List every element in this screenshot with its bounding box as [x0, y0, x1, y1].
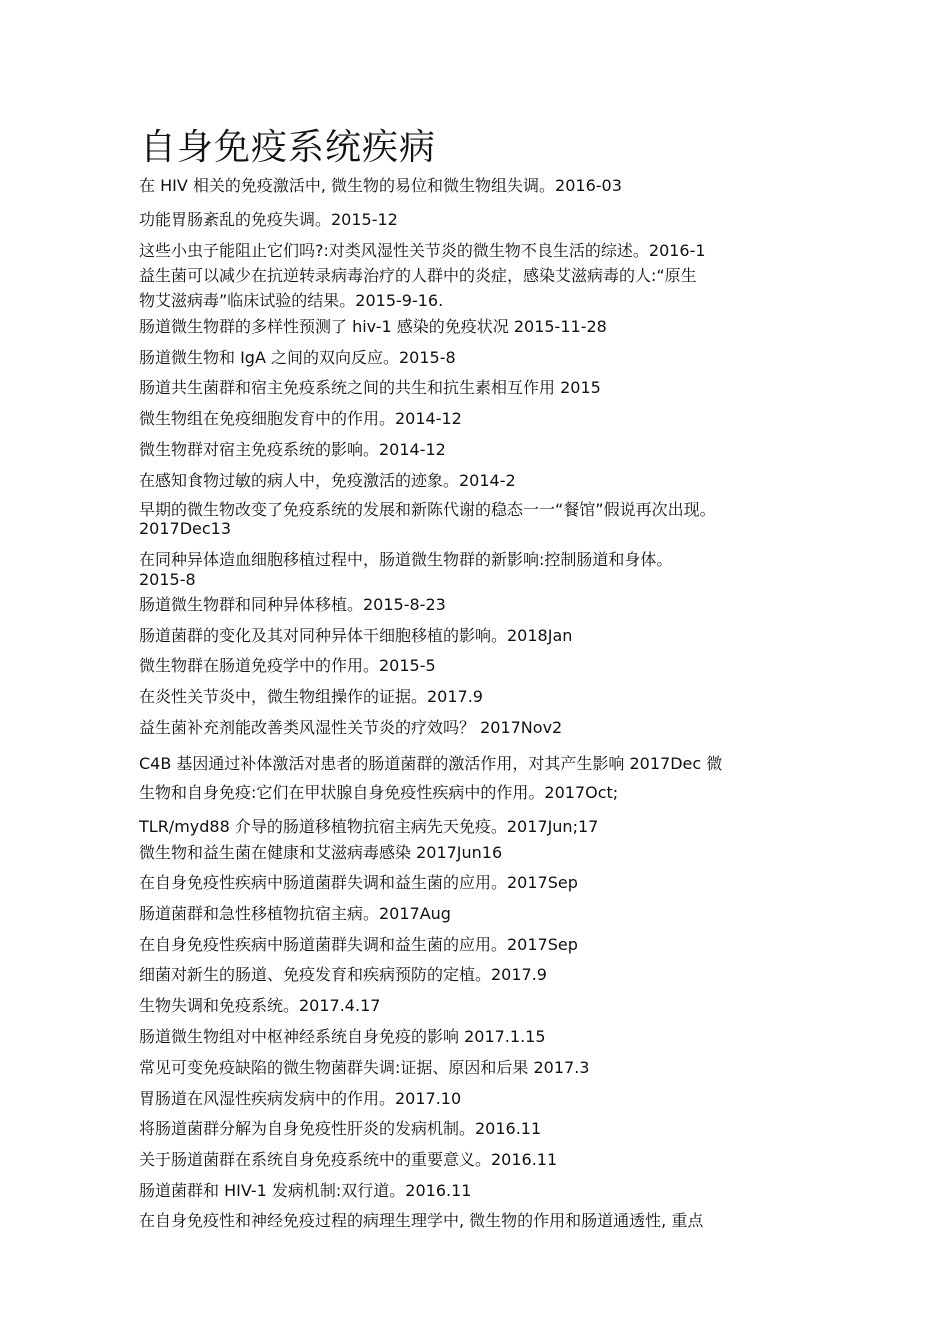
reference-line: 在炎性关节炎中，微生物组操作的证据。2017.9 — [139, 687, 483, 706]
reference-line: 肠道共生菌群和宿主免疫系统之间的共生和抗生素相互作用 2015 — [139, 378, 601, 397]
reference-line: 在感知食物过敏的病人中，免疫激活的迹象。2014-2 — [139, 471, 516, 490]
reference-line: 肠道微生物和 IgA 之间的双向反应。2015-8 — [139, 348, 456, 367]
reference-line: 功能胃肠紊乱的免疫失调。2015-12 — [139, 210, 398, 229]
reference-line: 细菌对新生的肠道、免疫发育和疾病预防的定植。2017.9 — [139, 965, 547, 984]
reference-line: 微生物组在免疫细胞发育中的作用。2014-12 — [139, 409, 462, 428]
reference-line: 微生物群对宿主免疫系统的影响。2014-12 — [139, 440, 446, 459]
reference-line: 在自身免疫性疾病中肠道菌群失调和益生菌的应用。2017Sep — [139, 873, 578, 892]
reference-line: C4B 基因通过补体激活对患者的肠道菌群的激活作用，对其产生影响 2017Dec 微 — [139, 754, 723, 773]
reference-line: 肠道菌群和 HIV-1 发病机制:双行道。2016.11 — [139, 1181, 472, 1200]
page-title: 自身免疫系统疾病 — [140, 127, 437, 169]
reference-line: 肠道微生物群和同种异体移植。2015-8-23 — [139, 595, 446, 614]
reference-line: 2017Dec13 — [139, 519, 232, 538]
reference-line: 益生菌补充剂能改善类风湿性关节炎的疗效吗？ 2017Nov2 — [139, 718, 563, 737]
reference-line: 肠道微生物群的多样性预测了 hiv-1 感染的免疫状况 2015-11-28 — [139, 317, 607, 336]
reference-line: 物艾滋病毒”临床试验的结果。2015-9-16. — [139, 291, 444, 310]
reference-line: 肠道菌群和急性移植物抗宿主病。2017Aug — [139, 904, 451, 923]
reference-line: 生物失调和免疫系统。2017.4.17 — [139, 996, 381, 1015]
reference-line: 在 HIV 相关的免疫激活中, 微生物的易位和微生物组失调。2016-03 — [139, 176, 622, 195]
reference-line: 这些小虫子能阻止它们吗?:对类风湿性关节炎的微生物不良生活的综述。2016-1 — [139, 241, 706, 260]
reference-line: 生物和自身免疫:它们在甲状腺自身免疫性疾病中的作用。2017Oct; — [139, 783, 619, 802]
reference-line: 早期的微生物改变了免疫系统的发展和新陈代谢的稳态一一“餐馆”假说再次出现。 — [139, 500, 716, 519]
reference-line: 在自身免疫性和神经免疫过程的病理生理学中, 微生物的作用和肠道通透性, 重点 — [139, 1211, 704, 1230]
reference-line: 微生物和益生菌在健康和艾滋病毒感染 2017Jun16 — [139, 843, 503, 862]
reference-line: 胃肠道在风湿性疾病发病中的作用。2017.10 — [139, 1089, 462, 1108]
reference-line: 在同种异体造血细胞移植过程中，肠道微生物群的新影响:控制肠道和身体。 — [139, 550, 673, 569]
reference-line: 肠道菌群的变化及其对同种异体干细胞移植的影响。2018Jan — [139, 626, 573, 645]
reference-line: 微生物群在肠道免疫学中的作用。2015-5 — [139, 656, 436, 675]
reference-line: 2015-8 — [139, 570, 196, 589]
reference-line: 肠道微生物组对中枢神经系统自身免疫的影响 2017.1.15 — [139, 1027, 546, 1046]
reference-line: 将肠道菌群分解为自身免疫性肝炎的发病机制。2016.11 — [139, 1119, 542, 1138]
reference-line: TLR/myd88 介导的肠道移植物抗宿主病先天免疫。2017Jun;17 — [139, 817, 599, 836]
reference-line: 关于肠道菌群在系统自身免疫系统中的重要意义。2016.11 — [139, 1150, 558, 1169]
reference-line: 益生菌可以减少在抗逆转录病毒治疗的人群中的炎症，感染艾滋病毒的人:“原生 — [139, 266, 697, 285]
reference-line: 常见可变免疫缺陷的微生物菌群失调:证据、原因和后果 2017.3 — [139, 1058, 590, 1077]
reference-line: 在自身免疫性疾病中肠道菌群失调和益生菌的应用。2017Sep — [139, 935, 578, 954]
